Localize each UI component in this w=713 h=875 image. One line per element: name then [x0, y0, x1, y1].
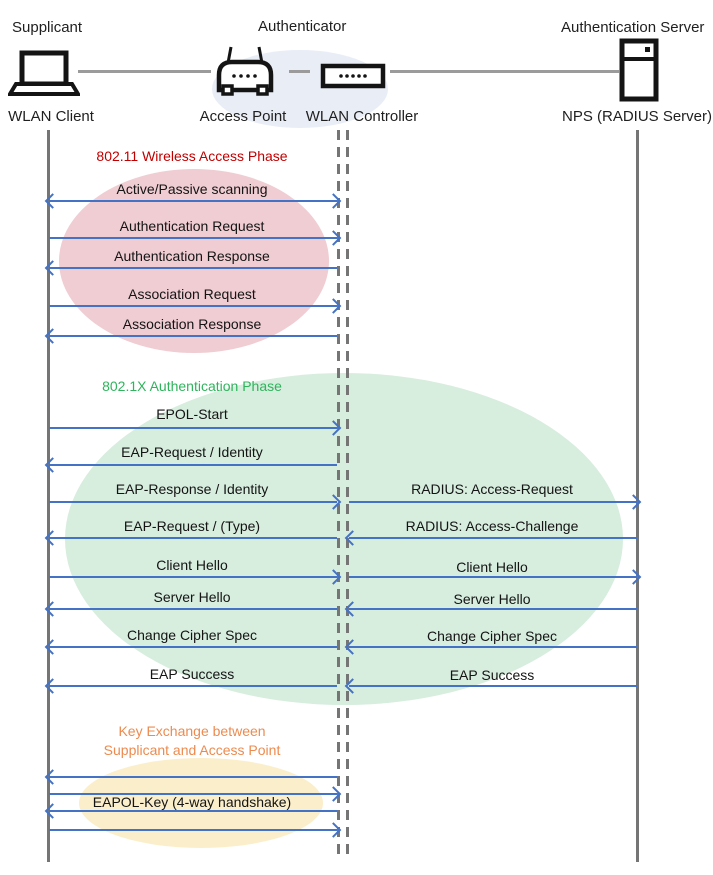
message-label: Active/Passive scanning: [116, 181, 268, 197]
message-label: RADIUS: Access-Request: [411, 481, 573, 497]
message-arrow: [349, 501, 637, 503]
phase3-title-line1: Key Exchange between: [118, 723, 266, 739]
message-label: Server Hello: [453, 591, 531, 607]
message-label: EAPOL-Key (4-way handshake): [92, 794, 292, 810]
message-label: RADIUS: Access-Challenge: [405, 518, 579, 534]
message-arrow: [49, 501, 337, 503]
connector-client-ap: [78, 70, 211, 73]
connector-ap-controller: [289, 70, 310, 73]
laptop-icon: [8, 50, 80, 98]
lifeline-nps: [636, 130, 639, 862]
message-arrow: [49, 427, 337, 429]
message-arrow: [349, 576, 637, 578]
wlan-controller-icon: [320, 63, 386, 89]
message-arrow: [49, 608, 337, 610]
message-arrow: [49, 776, 337, 778]
message-label: Server Hello: [153, 589, 231, 605]
phase2-ellipse: [65, 373, 623, 705]
message-label: EAP Success: [149, 666, 235, 682]
message-arrow: [49, 576, 337, 578]
message-label: EAP-Request / (Type): [123, 518, 261, 534]
message-label: Change Cipher Spec: [127, 627, 257, 643]
message-arrow: [49, 267, 337, 269]
node-label-wlan-client: WLAN Client: [8, 108, 94, 125]
message-label: Authentication Request: [119, 218, 265, 234]
message-label: EAP-Response / Identity: [115, 481, 269, 497]
message-arrow: [49, 464, 337, 466]
message-arrow: [49, 685, 337, 687]
lifeline-wlan-controller-right: [346, 130, 349, 856]
message-label: Authentication Response: [114, 248, 270, 264]
message-label: Client Hello: [456, 559, 528, 575]
message-arrow: [49, 537, 337, 539]
role-authentication-server: Authentication Server: [561, 19, 705, 36]
node-label-nps: NPS (RADIUS Server): [561, 108, 713, 125]
message-arrow: [349, 608, 637, 610]
message-label: EAP Success: [449, 667, 535, 683]
message-arrow: [49, 829, 337, 831]
message-label: Association Request: [128, 286, 256, 302]
access-point-icon: [212, 44, 278, 98]
phase1-title: 802.11 Wireless Access Phase: [96, 148, 288, 164]
node-label-wlan-controller: WLAN Controller: [305, 108, 419, 125]
message-label: Client Hello: [156, 557, 228, 573]
phase2-title: 802.1X Authentication Phase: [102, 378, 282, 394]
message-label: EPOL-Start: [156, 406, 228, 422]
message-label: EAP-Request / Identity: [121, 444, 263, 460]
message-arrow: [349, 685, 637, 687]
role-authenticator: Authenticator: [258, 18, 347, 35]
role-supplicant: Supplicant: [12, 19, 83, 36]
message-arrow: [349, 646, 637, 648]
message-arrow: [49, 237, 337, 239]
message-arrow: [49, 810, 337, 812]
message-arrow: [49, 200, 337, 202]
message-arrow: [349, 537, 637, 539]
phase3-title: [104, 722, 281, 760]
lifeline-wlan-client: [47, 130, 50, 862]
message-label: Change Cipher Spec: [427, 628, 557, 644]
server-icon: [619, 38, 659, 102]
message-arrow: [49, 335, 337, 337]
phase3-title-line2: Supplicant and Access Point: [103, 742, 281, 758]
message-label: Association Response: [122, 316, 262, 332]
message-arrow: [49, 646, 337, 648]
node-label-access-point: Access Point: [199, 108, 287, 125]
message-arrow: [49, 305, 337, 307]
connector-controller-server: [390, 70, 619, 73]
